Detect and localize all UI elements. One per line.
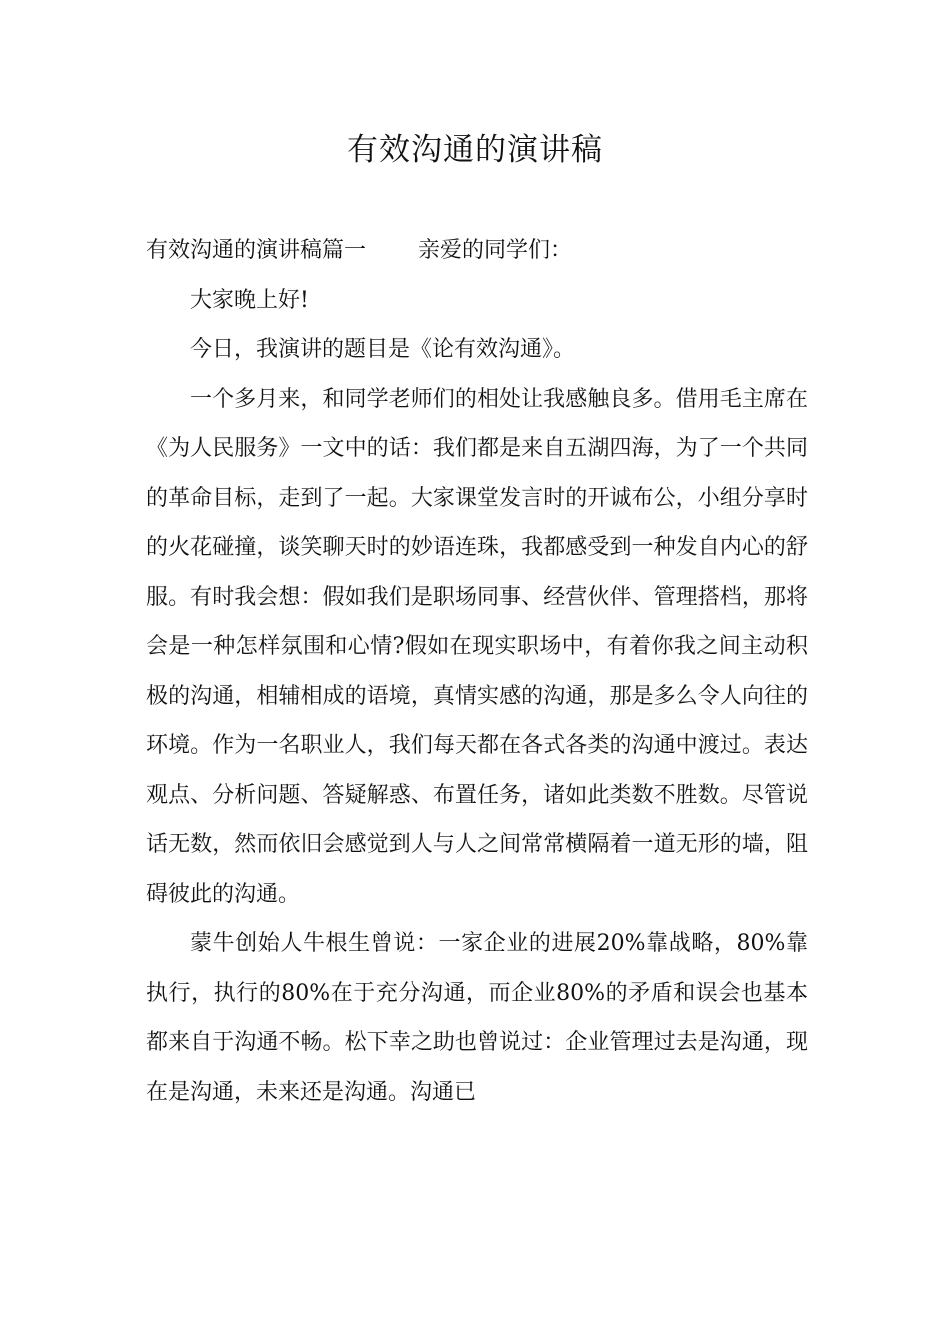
paragraph-quotes: 蒙牛创始人牛根生曾说：一家企业的进展20%靠战略，80%靠执行，执行的80%在于充分沟通，而企业80%的矛盾和误会也基本都来自于沟通不畅。松下幸之助也曾说过：企业管理过去是沟通，现在是沟通，未来还是沟通。沟通已 [146, 931, 808, 1105]
document-title: 有效沟通的演讲稿 [347, 132, 603, 168]
salutation: 亲爱的同学们： [418, 238, 573, 263]
opening-line [146, 226, 808, 276]
document-body [146, 226, 808, 1117]
paragraph-reflection: 一个多月来，和同学老师们的相处让我感触良多。借用毛主席在《为人民服务》一文中的话：我们都是来自五湖四海，为了一个共同的革命目标，走到了一起。大家课堂发言时的开诚布公，小组分享时的火花碰撞，谈笑聊天时的妙语连珠，我都感受到一种发自内心的舒服。有时我会想：假如我们是职场同事、经营伙伴、管理搭档，那将会是一种怎样氛围和心情?假如在现实职场中，有着你我之间主动积极的沟通，相辅相成的语境，真情实感的沟通，那是多么令人向往的环境。作为一名职业人，我们每天都在各式各类的沟通中渡过。表达观点、分析问题、答疑解惑、布置任务，诸如此类数不胜数。尽管说话无数，然而依旧会感觉到人与人之间常常横隔着一道无形的墙，阻碍彼此的沟通。 [146, 386, 808, 907]
paragraph-topic: 今日，我演讲的题目是《论有效沟通》。 [190, 337, 576, 362]
paragraph-greeting: 大家晚上好! [190, 287, 309, 313]
section-heading: 有效沟通的演讲稿篇一 [146, 238, 367, 263]
